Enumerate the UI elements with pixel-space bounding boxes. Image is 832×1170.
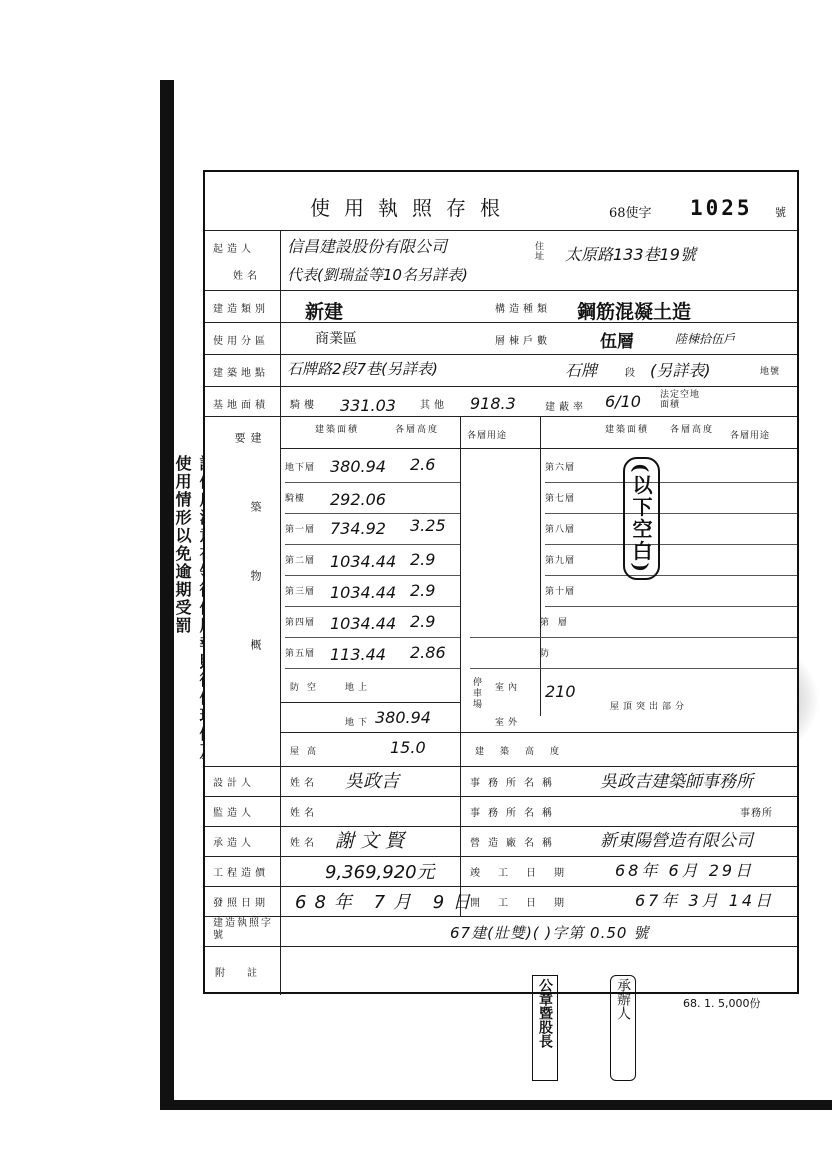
right-floor-row [545,576,797,607]
parking-indoor: 室內 [495,683,522,693]
supervisor-office-label: 事務所名稱 [470,808,560,819]
col-header-use-right: 各層用途 [730,431,771,441]
builder-label: 起造人 [213,244,255,255]
row-divider [205,386,797,387]
lot-c: (另詳表) [650,361,711,380]
builder-name-label: 姓名 [233,271,261,282]
designer-name-label: 姓名 [290,778,318,789]
builder-address: 太原路133巷19號 [565,245,696,264]
right-floor-row [545,483,797,514]
contractor-name-label: 姓名 [290,838,318,849]
floor-area: 1034.44 [330,614,397,633]
floor-name: 第三層 [285,587,316,597]
roof-height-value: 15.0 [390,738,426,757]
site-label: 基地面積 [213,400,269,411]
col-header-area-right: 建築面積 [605,425,650,435]
issue-date: 68年 7月 9日 [295,892,479,913]
arcade-label: 騎樓 [290,400,318,411]
col-header-area-left: 建築面積 [315,425,360,435]
defense-label: 防空 [290,683,325,693]
arcade-area: 331.03 [340,396,396,415]
structure-value: 鋼筋混凝土造 [577,301,692,323]
col-header-use-left: 各層用途 [467,431,508,441]
row-divider [205,946,797,947]
floor-name: 第一層 [285,525,316,535]
right-floor-row [470,607,797,638]
floor-name: 第十層 [545,587,576,597]
legal-open-label: 法定空地面積 [660,390,701,410]
left-floor-row [285,514,460,545]
row-divider [280,732,797,733]
permit-number-suffix: 號 [775,206,786,219]
right-floor-row [470,638,797,669]
col-divider [280,230,281,995]
floor-area: 1034.44 [330,583,397,602]
defense-below: 地下 [345,718,372,728]
row-divider [205,354,797,355]
row-divider [205,916,797,917]
parking-label: 停車場 [471,677,481,710]
zone-label: 使用分區 [213,336,269,347]
row-divider [205,856,797,857]
parking-value: 210 [545,682,576,701]
floor-name: 第七層 [545,494,576,504]
left-floor-row [285,545,460,576]
floor-name: 第五層 [285,649,316,659]
building-height-label: 建築高度 [475,747,576,757]
defense-below-value: 380.94 [375,708,431,727]
cost-value: 9,369,920元 [325,862,435,883]
right-floor-row [545,514,797,545]
floors-extra: 陸棟拾伍戶 [675,332,736,346]
usage-permit-stub [203,170,799,994]
designer-office: 吳政吉建築師事務所 [600,772,753,792]
other-label: 其他 [420,400,448,411]
row-divider [280,702,460,703]
coverage-value: 6/10 [605,392,641,411]
floors-label: 層棟戶數 [495,336,551,347]
official-stamp: 公章暨股長 [532,975,558,1081]
blank-below-note: (以下空白) [623,457,660,580]
supervisor-name-label: 姓名 [290,808,318,819]
form-title: 使用執照存根 [310,196,514,220]
right-floor-row [545,452,797,483]
completion-date: 68年 6月 29日 [615,861,755,880]
right-floor-row [545,545,797,576]
row-divider [280,448,797,449]
floor-name: 第九層 [545,556,576,566]
location-address: 石牌路2段7巷(另詳表) [287,360,438,378]
floor-name: 防 [540,649,553,659]
address-label: 住址 [535,242,549,262]
floor-name: 騎樓 [285,494,306,504]
row-divider [205,230,797,231]
row-divider [205,290,797,291]
contractor-name: 謝文賢 [335,830,411,852]
floor-area: 734.92 [330,519,386,538]
floor-name: 第八層 [545,525,576,535]
cost-label: 工程造價 [213,868,269,879]
builder-name-1: 信昌建設股份有限公司 [287,237,448,256]
category-value: 新建 [305,301,344,323]
completion-label: 竣工日期 [470,868,582,879]
floor-height: 3.25 [410,516,446,535]
floor-area: 292.06 [330,490,386,509]
issue-label: 發照日期 [213,898,269,909]
builder-name-2: 代表(劉瑞益等10名另詳表) [287,266,468,284]
contractor-firm: 新東陽營造有限公司 [600,831,753,851]
structure-label: 構造種類 [495,304,551,315]
category-label: 建造類別 [213,304,269,315]
permit-number: 1025 [690,196,753,220]
defense-above: 地上 [345,683,372,693]
row-divider [205,796,797,797]
floor-height: 2.9 [410,612,436,631]
row-divider [205,416,797,417]
floor-name: 第四層 [285,618,316,628]
side-note: 使用情形以免逾期受罰 [173,455,192,635]
floor-height: 2.9 [410,550,436,569]
contractor-firm-label: 營造廠名稱 [470,838,560,849]
zone-value: 商業區 [315,331,357,347]
designer-name: 吳政吉 [345,771,399,792]
start-label: 開工日期 [470,898,582,909]
col-divider [460,416,461,766]
building-summary-label: 建築物概要 [233,432,262,708]
floor-name: 第 層 [540,618,570,628]
row-divider [205,886,797,887]
left-floor-row [285,638,460,669]
floor-area: 1034.44 [330,552,397,571]
roof-label: 屋頂突出部分 [610,702,689,712]
floor-name: 第六層 [545,463,576,473]
permit-number-prefix: 68使字 [609,206,652,221]
left-floor-row [285,607,460,638]
coverage-label: 建蔽率 [545,402,587,413]
supervisor-label: 監造人 [213,808,255,819]
left-floor-row [285,483,460,514]
lot-b: 段 [625,368,639,379]
col-divider [460,766,461,856]
floor-height: 2.6 [410,455,436,474]
designer-office-label: 事務所名稱 [470,778,560,789]
permit-value: 67建(壯雙)( )字第 0.50 號 [450,924,650,942]
floors-value: 伍層 [600,332,634,352]
location-label: 建築地點 [213,368,269,379]
lot-a: 石牌 [565,361,598,380]
parking-outdoor: 室外 [495,718,522,728]
floor-height: 2.9 [410,581,436,600]
row-divider [205,322,797,323]
col-divider [540,416,541,716]
print-mark: 68. 1. 5,000份 [683,997,761,1010]
col-header-height-left: 各層高度 [395,425,440,435]
floor-area: 113.44 [330,645,386,664]
floor-name: 第二層 [285,556,316,566]
supervisor-office-suffix: 事務所 [740,808,773,819]
lot-suffix: 地號 [760,367,781,377]
floor-name: 地下層 [285,463,316,473]
handler-stamp: 承辦人 [610,975,636,1081]
note-label: 附註 [215,968,279,979]
col-header-height-right: 各層高度 [670,425,715,435]
left-floor-row [285,576,460,607]
roof-height-label: 屋高 [290,747,325,757]
permit-label: 建造執照字號 [213,918,273,941]
start-date: 67年 3月 14日 [635,891,775,910]
contractor-label: 承造人 [213,838,255,849]
other-area: 918.3 [470,394,516,413]
designer-label: 設計人 [213,778,255,789]
floor-height: 2.86 [410,643,446,662]
floor-area: 380.94 [330,457,386,476]
left-floor-row [285,452,460,483]
